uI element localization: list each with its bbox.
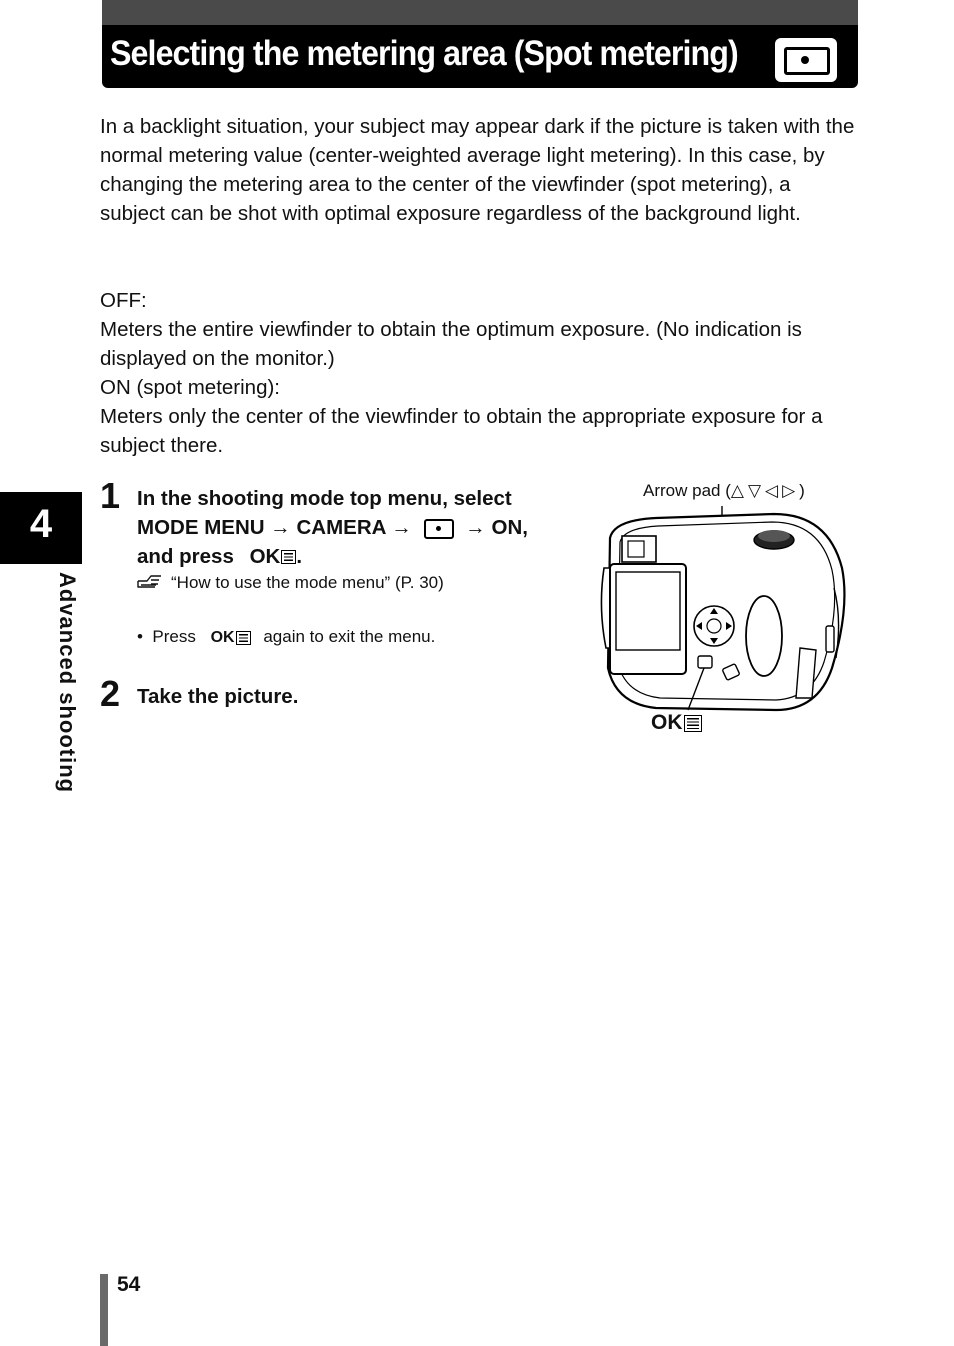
step-2-text: Take the picture. [137,685,299,708]
bullet-rest: again to exit the menu. [263,627,436,646]
menu-icon [684,715,702,732]
ok-text: OK [249,545,281,568]
arrow-pad-close: ) [799,481,805,500]
ok-button-caption [651,711,702,735]
arrow-right-icon: → [270,516,291,539]
spot-metering-icon [775,38,837,82]
page-number: 54 [117,1273,141,1296]
arrow-pad-symbols: △▽◁▷ [730,481,800,500]
mode-menu-label: MODE MENU [137,516,265,539]
reference-text: “How to use the mode menu” (P. 30) [171,573,444,592]
menu-icon [281,550,296,564]
chapter-tab [0,492,82,564]
option-on-description: Meters only the center of the viewfinder to obtain the appropriate exposure for a subject there. [100,405,823,457]
on-label: ON, [491,516,528,539]
ok-text: OK [210,629,235,646]
ok-button-symbol [211,629,251,647]
step-1-number: 1 [100,475,121,516]
ok-button-symbol [651,711,702,735]
ok-text: OK [651,711,683,734]
page-title: Selecting the metering area (Spot metering) [110,34,738,73]
step-2-number: 2 [100,673,121,714]
menu-icon [236,631,251,645]
period: . [296,545,303,568]
option-on-label: ON (spot metering): [100,376,280,399]
and-press-label: and press [137,545,234,568]
page-number-bar [100,1274,108,1346]
bullet-note [137,627,435,647]
intro-paragraph: In a backlight situation, your subject may appear dark if the picture is taken with the normal metering value (center-weighted average light metering). In this case, by changing the metering area to the center of the viewfinder (spot metering), a subject can be shot with optimal exposure regardless of the background light. [100,115,855,225]
chapter-label: Advanced shooting [55,572,80,794]
arrow-right-icon: → [391,516,412,539]
camera-back-illustration [596,498,856,728]
option-off-description: Meters the entire viewfinder to obtain the optimum exposure. (No indication is displayed on the monitor.) [100,318,802,370]
ok-button-symbol [250,542,297,571]
step-1-line-3 [137,542,302,571]
title-strip [102,0,858,25]
camera-label: CAMERA [296,516,386,539]
bullet-press-label: Press [152,627,196,646]
title-banner [102,0,858,88]
arrow-pad-label: Arrow pad ( [643,481,731,500]
pointing-hand-icon [137,573,163,591]
spot-metering-icon [424,519,454,539]
step-1-line-2 [137,513,528,542]
option-off-label: OFF: [100,289,147,312]
step-1-line-1: In the shooting mode top menu, select [137,487,512,510]
chapter-number: 4 [29,502,53,546]
reference-line [137,573,444,593]
arrow-right-icon: → [465,516,486,539]
bullet-dot: • [137,627,143,646]
